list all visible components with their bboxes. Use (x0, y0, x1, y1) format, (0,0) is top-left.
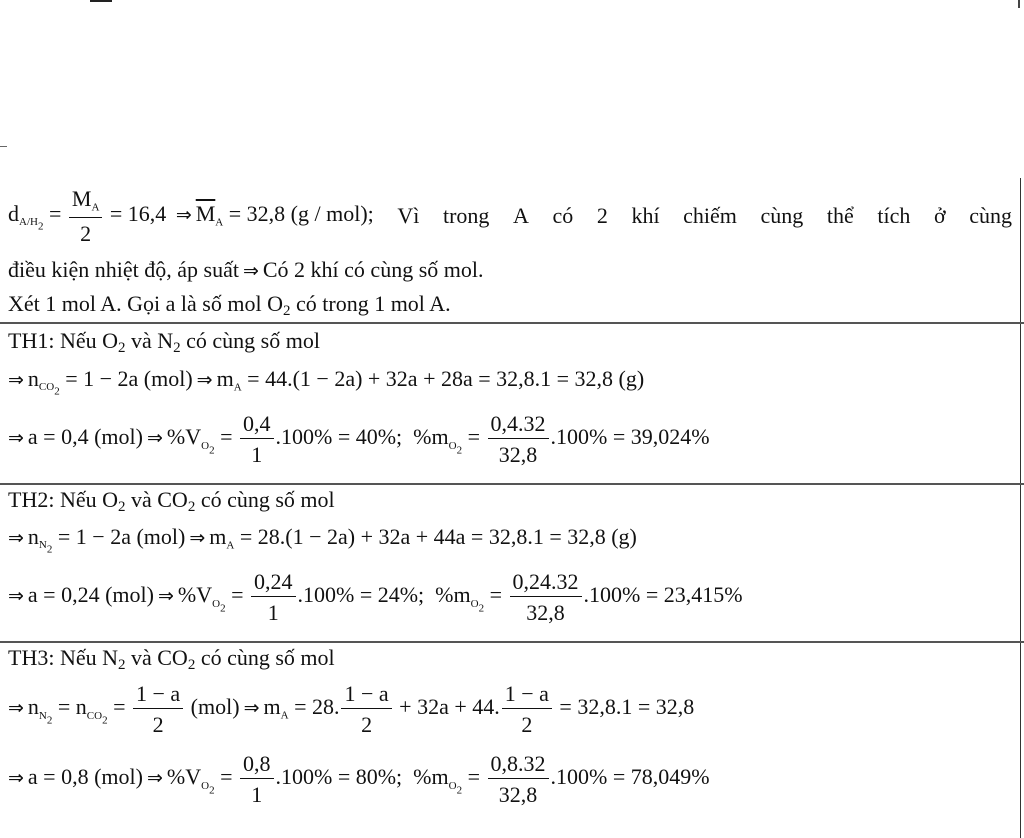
d-sub: A/H (19, 216, 38, 229)
intro-word-5: khí (631, 203, 660, 228)
m-sub: O (448, 439, 457, 452)
frac-num: 1 − a (133, 682, 183, 709)
frac-num: 0,8 (240, 752, 274, 779)
frac-num: 0,4 (240, 412, 274, 439)
th3-title-sub2: 2 (187, 656, 196, 673)
row-divider-2 (0, 483, 1024, 485)
th2-line-1 (8, 526, 637, 556)
th1-title-b: và N (125, 328, 174, 353)
th3-l2-b: .100% = 80%; (275, 764, 403, 790)
n-symbol-2: n (75, 694, 87, 720)
th1-title-sub1: 2 (117, 339, 126, 356)
intro-line-3 (8, 293, 451, 319)
frac-num: 1 − a (341, 682, 391, 709)
th2-l1-b: = 28.(1 − 2a) + 32a + 44a = 32,8.1 = 32,8 (g) (234, 524, 637, 549)
intro-line-1 (8, 186, 1012, 246)
th2-l2-c: .100% = 23,415% (583, 582, 743, 608)
th2-title-b: và CO (125, 487, 188, 512)
th3-title-c: có cùng số mol (195, 645, 335, 670)
n-symbol: n (27, 366, 39, 391)
ma-over-2-fraction (69, 187, 103, 245)
th3-l1-b: = 28. (288, 694, 340, 720)
n-symbol: n (27, 694, 39, 720)
frac-den: 32,8 (498, 442, 538, 468)
m-percent-symbol: %m (413, 764, 449, 790)
implies-icon: ⇒ (242, 260, 259, 282)
left-tick-fragment (0, 146, 7, 147)
m-sub: A (226, 539, 235, 552)
intro-word-11: cùng (969, 203, 1012, 228)
frac-den: 2 (521, 712, 533, 738)
th3-title-a: TH3: Nếu N (8, 645, 118, 670)
m-symbol: m (263, 694, 281, 720)
eq-sign: = (52, 694, 76, 720)
th3-l1-d: = 32,8.1 = 32,8 (553, 694, 695, 720)
th3-mass-fraction (488, 752, 549, 806)
frac-den: 1 (267, 600, 279, 626)
th3-line-2: ⇒ a = 0,8 (mol) ⇒ $\%V_{O_2}$ = $\frac{0,8}{1}$ .100% = 80%; $\%m_{O_2}$ = $\frac{0,8.32}{32,8}$ .100% = 78,049% (8, 751, 710, 808)
intro-word-8: thể (826, 203, 854, 228)
intro-line-2-text: điều kiện nhiệt độ, áp suất (8, 257, 239, 282)
th1-line-1 (8, 368, 644, 398)
th2-title-sub2: 2 (187, 498, 196, 515)
m-sub: O (470, 597, 479, 610)
frac-den: 2 (152, 712, 164, 738)
frac-num: 0,4.32 (488, 412, 549, 439)
th3-title-sub1: 2 (117, 656, 126, 673)
th2-title-c: có cùng số mol (195, 487, 335, 512)
th3-frac-3 (502, 682, 552, 736)
o2-sub: 2 (282, 302, 291, 319)
th1-title (8, 330, 320, 356)
implies-icon: ⇒ (8, 585, 24, 608)
implies-icon: ⇒ (8, 767, 24, 790)
th1-l2-c: .100% = 39,024% (550, 424, 710, 450)
th3-title (8, 647, 335, 673)
intro-word-3: có (552, 203, 574, 228)
frac-den: 1 (251, 442, 263, 468)
n-sub: CO (38, 381, 55, 394)
top-line-fragment (90, 0, 112, 2)
th3-l1-a: (mol) (185, 694, 240, 720)
th3-title-b: và CO (125, 645, 188, 670)
v-sub2: 2 (209, 443, 215, 456)
frac-num: 0,24.32 (510, 570, 582, 597)
th2-vol-fraction (251, 570, 296, 624)
v-sub2: 2 (209, 783, 215, 796)
eq1-rest1: = 16,4 (109, 201, 172, 227)
implies-icon: ⇒ (243, 697, 260, 720)
m-symbol: m (209, 524, 227, 549)
th3-frac-2 (341, 682, 391, 736)
implies-icon: ⇒ (157, 585, 174, 608)
intro-word-4: 2 (596, 203, 608, 228)
m-percent-symbol: %m (413, 424, 449, 450)
implies-icon: ⇒ (146, 767, 163, 790)
m-sub2: 2 (478, 601, 485, 614)
m-sub2: 2 (456, 783, 463, 796)
frac-den: 32,8 (526, 600, 565, 626)
n-sub: N (38, 539, 47, 552)
intro-word-10: ở (933, 203, 946, 228)
intro-word-1: trong (442, 203, 490, 228)
th1-l1-b: = 44.(1 − 2a) + 32a + 28a = 32,8.1 = 32,8 (g) (241, 366, 645, 391)
th1-title-a: TH1: Nếu O (8, 328, 118, 353)
n2-sub2: 2 (102, 713, 108, 726)
implies-icon: ⇒ (8, 527, 24, 549)
implies-icon: ⇒ (175, 204, 192, 227)
th1-l1-a: = 1 − 2a (mol) (59, 366, 193, 391)
th1-title-sub2: 2 (173, 339, 181, 356)
frac-den: 32,8 (498, 782, 538, 808)
v-sub: O (201, 779, 210, 792)
implies-icon: ⇒ (196, 369, 213, 391)
intro-word-2: A (513, 203, 529, 228)
m-sub2: 2 (456, 443, 463, 456)
implies-icon: ⇒ (8, 427, 24, 450)
m-bar-sub: A (215, 216, 224, 229)
top-right-line-fragment (1018, 0, 1020, 8)
frac-num: 0,8.32 (488, 752, 549, 779)
v-sub: O (201, 439, 210, 452)
th1-mass-fraction (488, 412, 549, 466)
th1-l2-b: .100% = 40%; (275, 424, 403, 450)
frac-num: M (71, 185, 92, 211)
intro-line-3-text: Xét 1 mol A. Gọi a là số mol O (8, 291, 283, 316)
th2-title (8, 489, 335, 515)
implies-icon: ⇒ (8, 369, 24, 391)
th3-line-1: ⇒ $n_{N_2} = n_{CO_2}$ = $\frac{1 - a}{2}$ (mol) ⇒ $m_A = 28$. $\frac{1 - a}{2}$ + 32a + 44. $\frac{1 - a}{2}$ = 32,8.1 = 32,8 (8, 681, 695, 738)
intro-line-2 (8, 259, 483, 281)
th2-title-a: TH2: Nếu O (8, 487, 118, 512)
row-divider-1 (0, 322, 1024, 324)
intro-line-3b-text: có trong 1 mol A. (290, 291, 451, 316)
intro-word-7: cùng (760, 203, 804, 228)
row-divider-3 (0, 641, 1024, 643)
th2-mass-fraction (510, 570, 582, 624)
intro-line-2b-text: Có 2 khí có cùng số mol. (262, 257, 484, 282)
th2-l1-a: = 1 − 2a (mol) (52, 524, 186, 549)
n-sub: N (38, 709, 47, 722)
n2-sub: CO (86, 709, 103, 722)
th3-frac-1 (133, 682, 183, 736)
m-bar: $\overline{M}$ (195, 201, 216, 227)
n-symbol: n (27, 524, 39, 549)
th3-l2-a: a = 0,8 (mol) (27, 764, 143, 790)
th2-l2-a: a = 0,24 (mol) (27, 582, 154, 608)
n-sub2: 2 (54, 385, 60, 398)
v-sub: O (212, 597, 221, 610)
intro-word-6: chiếm (683, 203, 737, 228)
m-symbol: m (216, 366, 234, 391)
v-symbol: %V (177, 582, 213, 608)
implies-icon: ⇒ (8, 697, 24, 720)
th3-l1-c: + 32a + 44. (393, 694, 500, 720)
d-sub2: 2 (37, 220, 44, 233)
n-sub2: 2 (46, 713, 53, 726)
v-symbol: %V (166, 764, 202, 790)
frac-den: 2 (361, 712, 373, 738)
n-sub2: 2 (46, 543, 53, 556)
th3-vol-fraction (240, 752, 274, 806)
m-sub: A (233, 381, 242, 394)
d-symbol: d (8, 201, 19, 227)
frac-num-sub: A (91, 201, 100, 214)
th2-line-2: ⇒ a = 0,24 (mol) ⇒ $\%V_{O_2}$ = $\frac{0,24}{1}$ .100% = 24%; $\%m_{O_2}$ = $\frac{0,24.32}{32,8}$ .100% = 23,415% (8, 569, 743, 626)
density-equation: $d_{A/H_2}$ = $\frac{M_A}{2}$ = 16,4 ⇒ $\overline{M}_A = 32,8$ (g / mol); (8, 185, 374, 246)
frac-num: 1 − a (502, 682, 552, 709)
th1-l2-a: a = 0,4 (mol) (27, 424, 143, 450)
th1-title-c: có cùng số mol (180, 328, 320, 353)
th3-l2-c: .100% = 78,049% (550, 764, 710, 790)
m-sub: O (448, 779, 457, 792)
frac-den: 1 (251, 782, 263, 808)
v-symbol: %V (166, 424, 202, 450)
m-sub: A (280, 709, 289, 722)
eq1-rest2: = 32,8 (g / mol); (223, 201, 374, 227)
th1-vol-fraction (240, 412, 274, 466)
v-sub2: 2 (220, 601, 226, 614)
implies-icon: ⇒ (146, 427, 163, 450)
intro-word-0: Vì (397, 203, 420, 228)
th2-l2-b: .100% = 24%; (297, 582, 425, 608)
th2-title-sub1: 2 (117, 498, 126, 515)
m-percent-symbol: %m (435, 582, 471, 608)
implies-icon: ⇒ (189, 527, 206, 549)
th1-line-2: ⇒ a = 0,4 (mol) ⇒ $\%V_{O_2}$ = $\frac{0,4}{1}$ .100% = 40%; $\%m_{O_2}$ = $\frac{0,4.32}{32,8}$ .100% = 39,024% (8, 411, 710, 468)
frac-den: 2 (80, 220, 92, 246)
intro-word-9: tích (877, 203, 911, 228)
frac-num: 0,24 (251, 570, 296, 597)
